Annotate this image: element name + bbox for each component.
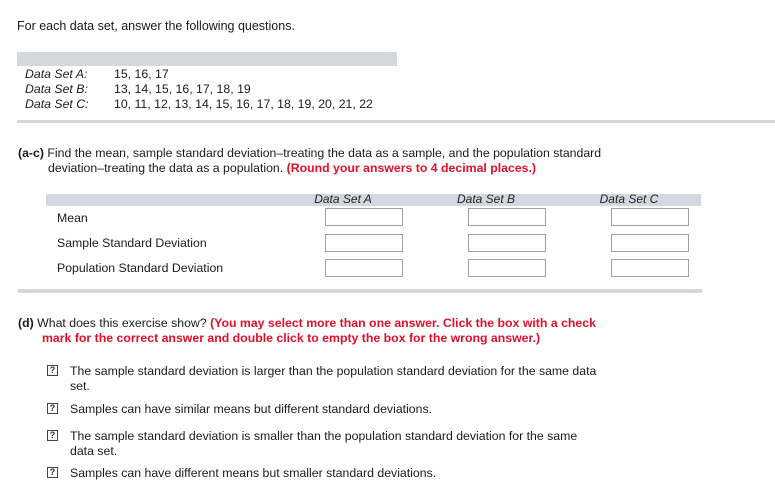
sample-sd-c-input[interactable]: [611, 234, 689, 252]
option-2-line-1: Samples can have similar means but different standard deviations.: [70, 402, 433, 416]
data-set-b-name: Data Set B:: [25, 82, 88, 96]
option-1-line-1: The sample standard deviation is larger than the population standard deviation for the same data: [70, 364, 597, 378]
mean-c-input[interactable]: [611, 208, 689, 226]
option-1-line-2: set.: [70, 379, 90, 393]
question-ac-line2: [48, 161, 536, 176]
row-label-mean: Mean: [57, 211, 88, 225]
question-ac-instruction: (Round your answers to 4 decimal places.): [286, 161, 537, 175]
question-ac: [18, 146, 601, 161]
question-d: [18, 316, 596, 331]
column-header-a: Data Set A: [314, 192, 372, 206]
question-ac-text2: deviation–treating the data as a population.: [48, 161, 284, 175]
option-3[interactable]: [47, 429, 630, 459]
question-d-instruction-2: mark for the correct answer and double click to empty the box for the wrong answer.): [42, 331, 541, 345]
option-3-line-1: The sample standard deviation is smaller than the population standard deviation for the same: [70, 429, 578, 443]
column-header-c: Data Set C: [599, 192, 659, 206]
checkbox-2[interactable]: ?: [47, 403, 58, 414]
data-set-a-values: 15, 16, 17: [114, 67, 169, 81]
question-d-instruction-1: (You may select more than one answer. Click the box with a check: [210, 316, 596, 330]
option-4-line-1: Samples can have different means but smaller standard deviations.: [70, 466, 437, 480]
data-set-a: [25, 67, 169, 82]
question-d-text: What does this exercise show?: [37, 316, 207, 330]
data-set-b-values: 13, 14, 15, 16, 17, 18, 19: [114, 82, 251, 96]
row-label-sample-sd: Sample Standard Deviation: [57, 236, 207, 250]
checkbox-1[interactable]: ?: [47, 365, 58, 376]
population-sd-b-input[interactable]: [468, 259, 546, 277]
question-d-line2: [42, 331, 540, 346]
table-bottom-bar: [18, 289, 702, 293]
population-sd-c-input[interactable]: [611, 259, 689, 277]
data-set-a-name: Data Set A:: [25, 67, 88, 81]
row-label-population-sd: Population Standard Deviation: [57, 261, 224, 275]
data-set-header-bar: [17, 52, 397, 66]
data-set-c-name: Data Set C:: [25, 97, 89, 111]
mean-b-input[interactable]: [468, 208, 546, 226]
mean-a-input[interactable]: [325, 208, 403, 226]
checkbox-3[interactable]: ?: [47, 430, 58, 441]
sample-sd-a-input[interactable]: [325, 234, 403, 252]
column-header-b: Data Set B: [456, 192, 516, 206]
section-separator: [17, 120, 775, 123]
population-sd-a-input[interactable]: [325, 259, 403, 277]
question-d-label: (d): [18, 316, 34, 330]
sample-sd-b-input[interactable]: [468, 234, 546, 252]
data-set-b: [25, 82, 251, 97]
option-2[interactable]: [47, 402, 630, 417]
question-ac-label: (a-c): [18, 146, 44, 160]
option-3-line-2: data set.: [70, 444, 118, 458]
intro-text: For each data set, answer the following questions.: [17, 19, 295, 33]
question-ac-text: Find the mean, sample standard deviation–treating the data as a sample, and the population standard: [47, 146, 602, 160]
data-set-c: [25, 97, 373, 112]
data-set-c-values: 10, 11, 12, 13, 14, 15, 16, 17, 18, 19, 20, 21, 22: [114, 97, 373, 111]
checkbox-4[interactable]: ?: [47, 467, 58, 478]
option-1[interactable]: [47, 364, 630, 394]
option-4[interactable]: [47, 466, 630, 481]
